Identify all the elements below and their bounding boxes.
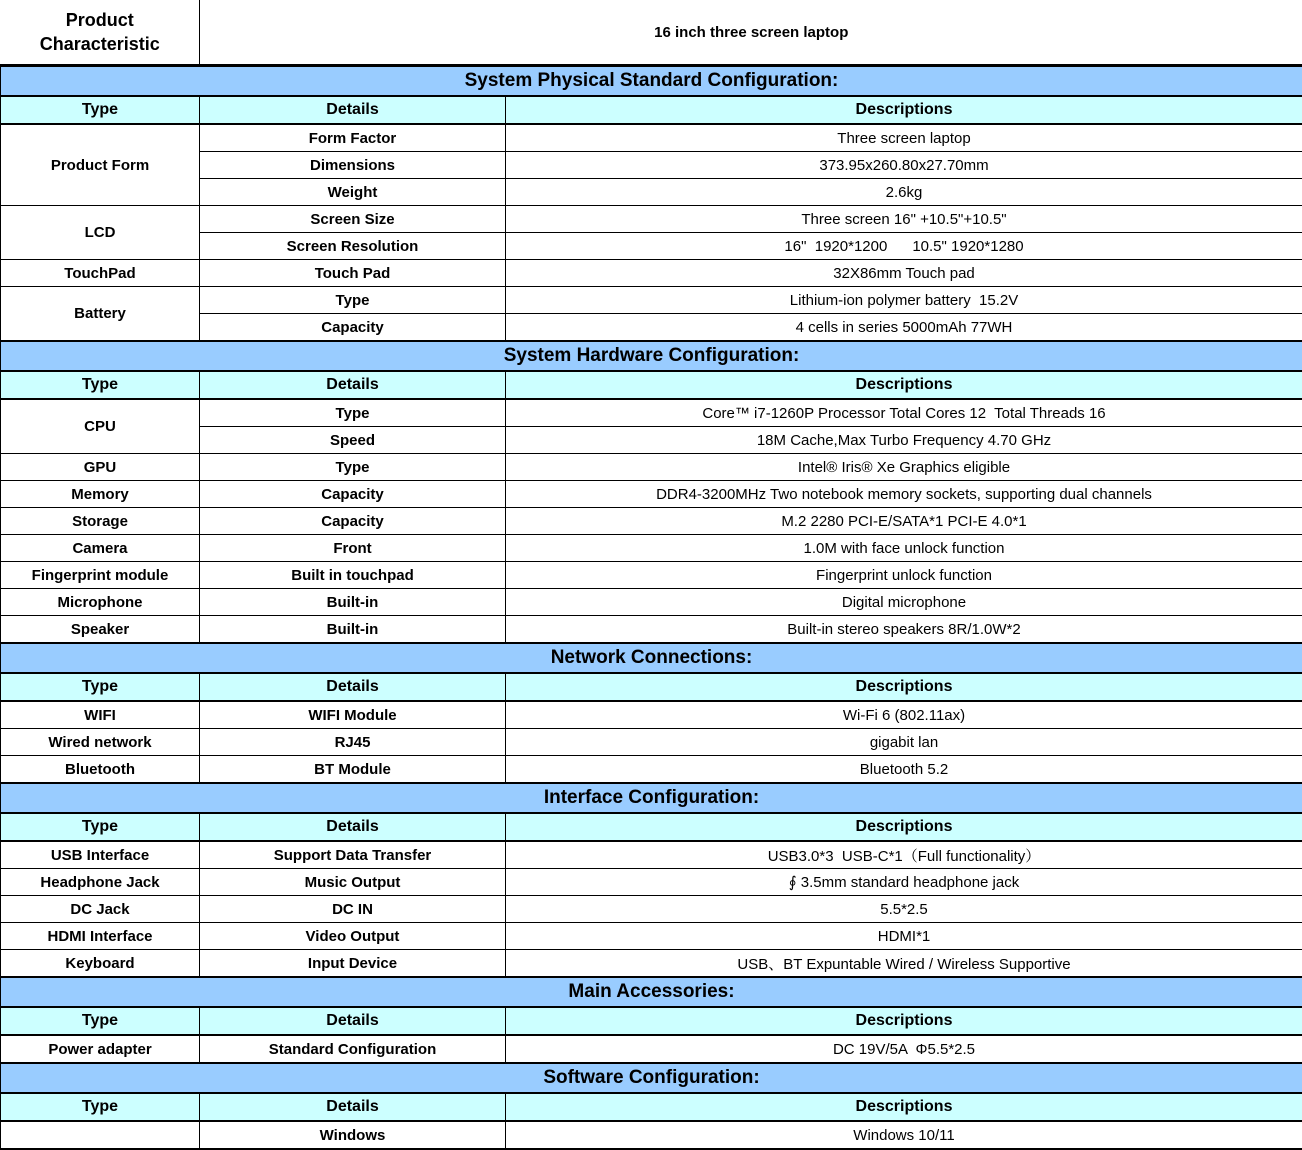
product-title: 16 inch three screen laptop	[200, 0, 1302, 66]
description-cell: ∮ 3.5mm standard headphone jack	[506, 869, 1302, 896]
details-cell: Capacity	[200, 508, 506, 535]
description-cell: 5.5*2.5	[506, 896, 1302, 923]
type-cell: Battery	[1, 287, 200, 342]
details-cell: DC IN	[200, 896, 506, 923]
description-cell: Digital microphone	[506, 589, 1302, 616]
type-cell: USB Interface	[1, 841, 200, 869]
column-header-row	[1, 371, 1302, 399]
type-cell: Storage	[1, 508, 200, 535]
description-cell: USB、BT Expuntable Wired / Wireless Supportive	[506, 950, 1302, 978]
type-cell: Fingerprint module	[1, 562, 200, 589]
col-header-details: Details	[200, 813, 506, 841]
spec-row	[1, 481, 1302, 508]
description-cell: 18M Cache,Max Turbo Frequency 4.70 GHz	[506, 427, 1302, 454]
spec-row	[1, 124, 1302, 152]
spec-row	[1, 950, 1302, 978]
spec-row	[1, 454, 1302, 481]
details-cell: Screen Size	[200, 206, 506, 233]
details-cell: WIFI Module	[200, 701, 506, 729]
details-cell: Touch Pad	[200, 260, 506, 287]
description-cell: Lithium-ion polymer battery 15.2V	[506, 287, 1302, 314]
type-cell: WIFI	[1, 701, 200, 729]
description-cell: Wi-Fi 6 (802.11ax)	[506, 701, 1302, 729]
table-header-row	[1, 0, 1302, 66]
details-cell: BT Module	[200, 756, 506, 784]
col-header-descriptions: Descriptions	[506, 1093, 1302, 1121]
spec-row	[1, 562, 1302, 589]
details-cell: Type	[200, 287, 506, 314]
section-title: System Physical Standard Configuration:	[1, 66, 1302, 97]
details-cell: Standard Configuration	[200, 1035, 506, 1063]
description-cell: 2.6kg	[506, 179, 1302, 206]
spec-row	[1, 729, 1302, 756]
spec-row	[1, 287, 1302, 314]
type-cell: Memory	[1, 481, 200, 508]
col-header-details: Details	[200, 1007, 506, 1035]
section-header-physical	[1, 66, 1302, 97]
section-header-software	[1, 1063, 1302, 1093]
col-header-type: Type	[1, 813, 200, 841]
type-cell: Headphone Jack	[1, 869, 200, 896]
details-cell: Support Data Transfer	[200, 841, 506, 869]
description-cell: DDR4-3200MHz Two notebook memory sockets, supporting dual channels	[506, 481, 1302, 508]
type-cell: TouchPad	[1, 260, 200, 287]
spec-row	[1, 260, 1302, 287]
product-characteristic-label: Product Characteristic	[1, 0, 200, 66]
description-cell: Core™ i7-1260P Processor Total Cores 12 Total Threads 16	[506, 399, 1302, 427]
details-cell: Capacity	[200, 481, 506, 508]
type-cell: Power adapter	[1, 1035, 200, 1063]
section-header-hardware	[1, 341, 1302, 371]
col-header-descriptions: Descriptions	[506, 673, 1302, 701]
spec-row	[1, 896, 1302, 923]
type-cell: DC Jack	[1, 896, 200, 923]
description-cell: M.2 2280 PCI-E/SATA*1 PCI-E 4.0*1	[506, 508, 1302, 535]
type-cell: Keyboard	[1, 950, 200, 978]
spec-row	[1, 589, 1302, 616]
description-cell: HDMI*1	[506, 923, 1302, 950]
spec-row	[1, 1035, 1302, 1063]
column-header-row	[1, 813, 1302, 841]
spec-row	[1, 399, 1302, 427]
details-cell: RJ45	[200, 729, 506, 756]
col-header-descriptions: Descriptions	[506, 1007, 1302, 1035]
column-header-row	[1, 673, 1302, 701]
details-cell: Type	[200, 399, 506, 427]
description-cell: USB3.0*3 USB-C*1（Full functionality）	[506, 841, 1302, 869]
description-cell: Built-in stereo speakers 8R/1.0W*2	[506, 616, 1302, 644]
description-cell: Fingerprint unlock function	[506, 562, 1302, 589]
col-header-type: Type	[1, 1093, 200, 1121]
details-cell: Dimensions	[200, 152, 506, 179]
details-cell: Video Output	[200, 923, 506, 950]
details-cell: Type	[200, 454, 506, 481]
col-header-descriptions: Descriptions	[506, 371, 1302, 399]
spec-row	[1, 206, 1302, 233]
section-header-accessories	[1, 977, 1302, 1007]
description-cell: Intel® Iris® Xe Graphics eligible	[506, 454, 1302, 481]
description-cell: Three screen 16" +10.5"+10.5"	[506, 206, 1302, 233]
type-cell: Speaker	[1, 616, 200, 644]
details-cell: Music Output	[200, 869, 506, 896]
spec-row	[1, 1121, 1302, 1149]
description-cell: 16" 1920*1200 10.5" 1920*1280	[506, 233, 1302, 260]
details-cell: Built-in	[200, 589, 506, 616]
description-cell: gigabit lan	[506, 729, 1302, 756]
type-cell: Wired network	[1, 729, 200, 756]
type-cell	[1, 1121, 200, 1149]
col-header-details: Details	[200, 673, 506, 701]
description-cell: Three screen laptop	[506, 124, 1302, 152]
type-cell: HDMI Interface	[1, 923, 200, 950]
column-header-row	[1, 96, 1302, 124]
description-cell: 373.95x260.80x27.70mm	[506, 152, 1302, 179]
details-cell: Front	[200, 535, 506, 562]
col-header-descriptions: Descriptions	[506, 813, 1302, 841]
section-header-network	[1, 643, 1302, 673]
column-header-row	[1, 1007, 1302, 1035]
section-title: Interface Configuration:	[1, 783, 1302, 813]
type-cell: Microphone	[1, 589, 200, 616]
section-title: System Hardware Configuration:	[1, 341, 1302, 371]
spec-row	[1, 508, 1302, 535]
spec-row	[1, 841, 1302, 869]
section-title: Network Connections:	[1, 643, 1302, 673]
col-header-details: Details	[200, 371, 506, 399]
section-header-interface	[1, 783, 1302, 813]
details-cell: Built in touchpad	[200, 562, 506, 589]
spec-row	[1, 869, 1302, 896]
col-header-descriptions: Descriptions	[506, 96, 1302, 124]
col-header-details: Details	[200, 1093, 506, 1121]
details-cell: Speed	[200, 427, 506, 454]
col-header-type: Type	[1, 371, 200, 399]
details-cell: Input Device	[200, 950, 506, 978]
spec-row	[1, 756, 1302, 784]
description-cell: DC 19V/5A Φ5.5*2.5	[506, 1035, 1302, 1063]
col-header-details: Details	[200, 96, 506, 124]
spec-row	[1, 535, 1302, 562]
details-cell: Form Factor	[200, 124, 506, 152]
type-cell: Bluetooth	[1, 756, 200, 784]
col-header-type: Type	[1, 96, 200, 124]
column-header-row	[1, 1093, 1302, 1121]
spec-row	[1, 701, 1302, 729]
description-cell: 4 cells in series 5000mAh 77WH	[506, 314, 1302, 342]
type-cell: GPU	[1, 454, 200, 481]
description-cell: Windows 10/11	[506, 1121, 1302, 1149]
description-cell: Bluetooth 5.2	[506, 756, 1302, 784]
type-cell: CPU	[1, 399, 200, 454]
details-cell: Windows	[200, 1121, 506, 1149]
details-cell: Built-in	[200, 616, 506, 644]
details-cell: Screen Resolution	[200, 233, 506, 260]
spec-row	[1, 616, 1302, 644]
section-title: Software Configuration:	[1, 1063, 1302, 1093]
description-cell: 1.0M with face unlock function	[506, 535, 1302, 562]
type-cell: Product Form	[1, 124, 200, 206]
type-cell: Camera	[1, 535, 200, 562]
details-cell: Weight	[200, 179, 506, 206]
section-title: Main Accessories:	[1, 977, 1302, 1007]
details-cell: Capacity	[200, 314, 506, 342]
description-cell: 32X86mm Touch pad	[506, 260, 1302, 287]
col-header-type: Type	[1, 1007, 200, 1035]
col-header-type: Type	[1, 673, 200, 701]
spec-row	[1, 923, 1302, 950]
type-cell: LCD	[1, 206, 200, 260]
